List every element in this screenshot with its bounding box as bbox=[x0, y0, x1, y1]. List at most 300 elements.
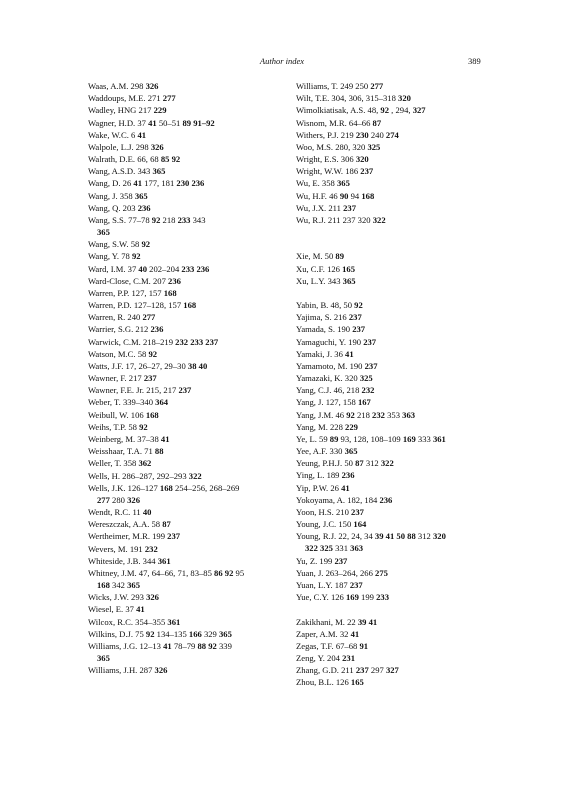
entry-page-refs bbox=[333, 580, 363, 590]
index-entry bbox=[88, 117, 294, 129]
entry-page-refs bbox=[333, 142, 380, 152]
page-ref-bold: 92 bbox=[139, 421, 148, 432]
entry-page-refs bbox=[332, 349, 354, 359]
page-ref-bold: 41 bbox=[133, 178, 142, 189]
index-entry bbox=[296, 165, 486, 177]
page-ref-bold: 326 bbox=[146, 592, 159, 603]
page-ref: 50 bbox=[344, 458, 353, 469]
index-entry bbox=[296, 445, 486, 457]
page-ref: 331 bbox=[335, 543, 348, 554]
index-entry bbox=[296, 263, 486, 275]
entry-page-refs bbox=[329, 93, 411, 103]
page-ref: , bbox=[391, 105, 394, 116]
index-entry bbox=[88, 555, 294, 567]
index-entry bbox=[88, 129, 294, 141]
page-ref: 306, bbox=[348, 93, 364, 104]
index-entry bbox=[296, 579, 486, 591]
page-ref-bold: 233 bbox=[177, 214, 191, 225]
author-name: Yip, P.W. bbox=[296, 482, 329, 493]
entry-page-refs bbox=[326, 215, 386, 225]
author-name: Yeung, P.H.J. bbox=[296, 458, 343, 469]
page-ref: 128, bbox=[353, 433, 369, 444]
index-entry bbox=[296, 628, 486, 640]
page-ref: 58 bbox=[128, 421, 137, 432]
page-ref-bold: 88 bbox=[154, 446, 164, 457]
page-ref-bold: 164 bbox=[353, 519, 367, 530]
index-entry bbox=[88, 238, 294, 250]
author-name: Wang, A.S.D. bbox=[88, 166, 136, 177]
page-ref: 37 bbox=[127, 263, 137, 274]
page-ref: 339–340 bbox=[122, 397, 154, 408]
page-ref: 37 bbox=[137, 117, 146, 128]
entry-page-refs bbox=[320, 178, 350, 188]
author-name: Yamaguchi, Y. bbox=[296, 336, 346, 347]
entry-continuation-line bbox=[88, 579, 294, 591]
page-ref: 189 bbox=[326, 470, 340, 481]
page-ref-bold: 325 bbox=[320, 543, 333, 554]
page-ref-bold: 92 bbox=[148, 348, 158, 359]
page-ref: 58 bbox=[130, 239, 140, 250]
page-ref: 344 bbox=[142, 555, 156, 566]
author-name: Wagner, H.D. bbox=[88, 117, 136, 128]
entry-page-refs bbox=[144, 385, 191, 395]
index-entry bbox=[296, 530, 486, 554]
page-ref: 126 bbox=[330, 592, 344, 603]
entry-page-refs bbox=[345, 617, 377, 627]
page-ref-bold: 236 bbox=[341, 470, 355, 481]
page-ref: 127–128, bbox=[133, 300, 167, 311]
page-ref: 187 bbox=[334, 580, 348, 590]
page-ref: 250 bbox=[355, 81, 369, 91]
page-ref: 312 bbox=[365, 458, 379, 469]
page-ref-bold: 322 bbox=[305, 543, 318, 554]
page-ref: 150 bbox=[338, 519, 352, 530]
page-ref-bold: 365 bbox=[97, 653, 110, 664]
page-ref-bold: 92 bbox=[346, 409, 355, 420]
author-name: Zakikhani, M. bbox=[296, 616, 345, 627]
page-ref-bold: 92 bbox=[151, 214, 161, 225]
index-entry bbox=[296, 640, 486, 652]
page-ref-bold: 237 bbox=[360, 166, 374, 177]
page-ref-bold: 40 bbox=[142, 507, 152, 518]
author-name: Wang, D. bbox=[88, 178, 121, 189]
page-ref: 95 bbox=[235, 567, 245, 578]
page-ref-bold: 361 bbox=[167, 616, 181, 627]
page-ref-bold: 363 bbox=[350, 543, 364, 554]
author-name: Withers, P.J. bbox=[296, 129, 339, 140]
page-ref: 37 bbox=[125, 604, 134, 615]
page-ref-bold: 237 bbox=[348, 312, 362, 323]
page-ref-bold: 327 bbox=[385, 665, 399, 676]
page-ref-bold: 92 bbox=[380, 105, 390, 116]
page-ref: 249 bbox=[340, 81, 354, 91]
author-name: Ward, I.M. bbox=[88, 263, 126, 274]
page-ref-bold: 89 bbox=[335, 251, 344, 262]
entry-page-refs bbox=[135, 166, 165, 176]
page-ref-bold: 326 bbox=[150, 141, 164, 152]
author-name: Yajima, S. bbox=[296, 312, 332, 323]
entry-page-refs bbox=[120, 203, 150, 213]
author-name: Yamaki, J. bbox=[296, 348, 333, 359]
page-ref-bold: 168 bbox=[159, 482, 173, 493]
entry-page-refs bbox=[135, 118, 215, 128]
entry-page-refs bbox=[324, 397, 371, 407]
index-entry bbox=[88, 250, 294, 262]
page-ref: 315–318 bbox=[365, 93, 396, 104]
page-ref: 50 bbox=[324, 251, 334, 262]
index-entry bbox=[88, 567, 294, 591]
page-ref-bold: 50 bbox=[396, 531, 406, 542]
page-ref: 333 bbox=[417, 433, 431, 444]
page-ref-bold: 233 bbox=[181, 263, 195, 274]
index-letter-gap bbox=[296, 287, 486, 299]
entry-page-refs bbox=[329, 592, 389, 602]
index-entry bbox=[88, 628, 294, 640]
index-entry bbox=[296, 80, 486, 92]
author-name: Yu, Z. bbox=[296, 555, 318, 566]
index-entry bbox=[296, 421, 486, 433]
author-name: Xie, M. bbox=[296, 251, 323, 262]
author-name: Waddoups, M.E. bbox=[88, 93, 146, 104]
page-ref: 58 bbox=[137, 348, 147, 359]
page-ref: 26 bbox=[330, 482, 339, 493]
page-ref: 219 bbox=[340, 129, 354, 140]
author-name: Zegas, T.F. bbox=[296, 640, 334, 651]
page-ref: 254–256, bbox=[174, 482, 208, 493]
page-ref-bold: 237 bbox=[364, 360, 378, 371]
author-name: Weinberg, M. bbox=[88, 433, 136, 444]
index-letter-gap bbox=[296, 226, 486, 238]
page-ref-bold: 362 bbox=[138, 458, 152, 469]
page-ref-bold: 41 bbox=[163, 640, 172, 651]
page-ref: 218–219 bbox=[142, 336, 174, 347]
page-ref: 184 bbox=[364, 494, 378, 505]
entry-page-refs bbox=[123, 361, 207, 371]
page-ref: 22 bbox=[347, 616, 356, 627]
page-ref: 199 bbox=[152, 531, 166, 542]
index-entry bbox=[88, 482, 294, 506]
page-ref: 36 bbox=[334, 348, 343, 359]
entry-page-refs bbox=[334, 507, 364, 517]
index-entry bbox=[88, 299, 294, 311]
page-ref-bold: 320 bbox=[355, 154, 369, 165]
entry-page-refs bbox=[135, 434, 169, 444]
entry-page-refs bbox=[365, 105, 425, 115]
entry-page-refs bbox=[120, 471, 202, 481]
entry-page-refs bbox=[133, 629, 232, 639]
index-entry bbox=[296, 518, 486, 530]
page-ref: 339 bbox=[219, 640, 232, 651]
page-ref: 75 bbox=[135, 628, 144, 639]
index-entry bbox=[88, 202, 294, 214]
page-ref-bold: 87 bbox=[162, 519, 171, 530]
page-ref-bold: 237 bbox=[355, 665, 369, 676]
page-ref: 22, bbox=[338, 531, 350, 542]
author-name: Yamamoto, M. bbox=[296, 360, 348, 371]
page-ref-bold: 168 bbox=[183, 300, 197, 311]
page-ref: 158 bbox=[342, 397, 356, 408]
page-ref-bold: 165 bbox=[342, 263, 356, 274]
page-ref: 210 bbox=[335, 506, 349, 517]
page-ref: 50–51 bbox=[158, 117, 181, 128]
author-name: Yuan, J. bbox=[296, 567, 324, 578]
entry-page-refs bbox=[125, 312, 155, 322]
page-ref: 126 bbox=[327, 263, 340, 274]
author-name: Wilt, T.E. bbox=[296, 93, 330, 104]
index-entry bbox=[296, 214, 486, 226]
page-ref: 46 bbox=[329, 190, 338, 201]
page-ref: 320 bbox=[357, 214, 371, 225]
page-ref-bold: 236 bbox=[168, 275, 181, 286]
author-name: Wertheimer, M.R. bbox=[88, 531, 150, 542]
page-ref: 203 bbox=[122, 202, 136, 213]
page-ref: 12–13 bbox=[139, 640, 161, 651]
entry-page-refs bbox=[150, 531, 180, 541]
entry-page-refs bbox=[130, 507, 151, 517]
page-ref: 215, bbox=[146, 385, 162, 396]
page-ref-bold: 322 bbox=[188, 470, 202, 481]
page-ref-bold: 39 bbox=[374, 531, 384, 542]
author-name: Wang, Y. bbox=[88, 251, 120, 262]
page-ref-bold: 92 bbox=[131, 251, 141, 262]
entry-continuation-line bbox=[88, 494, 294, 506]
author-name: Wadley, HNG bbox=[88, 105, 137, 116]
entry-page-refs bbox=[133, 324, 163, 334]
page-ref-bold: 229 bbox=[345, 421, 358, 432]
page-ref-bold: 233 bbox=[190, 336, 204, 347]
author-index-left-column bbox=[88, 80, 294, 676]
page-ref: 134–135 bbox=[156, 628, 187, 639]
page-ref-bold: 237 bbox=[352, 324, 366, 335]
index-entry bbox=[296, 202, 486, 214]
entry-continuation-line bbox=[88, 226, 294, 238]
index-entry bbox=[88, 664, 294, 676]
page-ref-bold: 41 bbox=[148, 117, 157, 128]
page-ref-bold: 165 bbox=[350, 677, 364, 688]
page-ref: 64–66 bbox=[348, 117, 371, 128]
page-ref: 330 bbox=[329, 446, 343, 457]
author-name: Warwick, C.M. bbox=[88, 336, 141, 347]
page-ref-bold: 89 bbox=[182, 117, 192, 128]
index-entry bbox=[296, 250, 486, 262]
page-ref-bold: 237 bbox=[205, 336, 219, 347]
author-name: Weller, T. bbox=[88, 458, 122, 469]
page-ref: 280 bbox=[112, 494, 125, 505]
page-ref: 298 bbox=[130, 81, 144, 91]
page-ref: 34 bbox=[364, 531, 373, 542]
page-ref: 26 bbox=[122, 178, 132, 189]
entry-continuation-line bbox=[88, 652, 294, 664]
entry-page-refs bbox=[333, 410, 415, 420]
author-name: Wilcox, R.C. bbox=[88, 616, 134, 627]
page-ref: 358 bbox=[321, 178, 335, 189]
page-ref-bold: 168 bbox=[97, 580, 110, 591]
entry-page-refs bbox=[347, 118, 381, 128]
entry-page-refs bbox=[323, 568, 387, 578]
author-name: Warren, P.D. bbox=[88, 300, 132, 311]
page-ref-bold: 365 bbox=[152, 166, 166, 177]
index-entry bbox=[88, 153, 294, 165]
entry-page-refs bbox=[120, 178, 204, 188]
page-ref-bold: 236 bbox=[137, 202, 151, 213]
index-entry bbox=[296, 469, 486, 481]
index-entry bbox=[296, 396, 486, 408]
page-ref-bold: 322 bbox=[380, 458, 394, 469]
page-ref-bold: 92 bbox=[141, 239, 151, 250]
page-ref-bold: 232 bbox=[144, 543, 158, 554]
entry-page-refs bbox=[149, 519, 171, 529]
entry-page-refs bbox=[127, 373, 157, 383]
page-ref: 353 bbox=[387, 409, 400, 420]
entry-page-refs bbox=[126, 264, 210, 274]
page-ref: 199 bbox=[319, 555, 333, 566]
page-ref: 78 bbox=[121, 251, 130, 262]
index-entry bbox=[88, 518, 294, 530]
page-ref-bold: 88 bbox=[407, 531, 416, 542]
author-name: Waas, A.M. bbox=[88, 81, 129, 91]
page-ref: 127, bbox=[131, 287, 147, 298]
index-entry bbox=[88, 372, 294, 384]
page-ref-bold: 168 bbox=[145, 409, 159, 420]
index-letter-gap bbox=[296, 238, 486, 250]
author-name: Williams, J.G. bbox=[88, 640, 138, 651]
page-ref: 304, bbox=[331, 93, 347, 104]
page-ref-bold: 41 bbox=[385, 531, 395, 542]
page-ref: 37–38 bbox=[137, 433, 159, 444]
author-name: Ward-Close, C.M. bbox=[88, 275, 151, 286]
author-name: Ying, L. bbox=[296, 470, 325, 481]
page-ref: 343 bbox=[192, 214, 206, 225]
running-header: Author index bbox=[259, 56, 305, 66]
entry-page-refs bbox=[339, 665, 399, 675]
index-entry bbox=[88, 591, 294, 603]
entry-page-refs bbox=[137, 641, 232, 651]
page-ref: 191 bbox=[129, 543, 143, 554]
page-ref-bold: 169 bbox=[346, 592, 359, 603]
page-ref-bold: 237 bbox=[143, 373, 157, 384]
page-ref: 343 bbox=[137, 166, 151, 177]
author-name: Yabin, B. bbox=[296, 300, 329, 311]
index-entry bbox=[88, 92, 294, 104]
page-ref: 292–293 bbox=[156, 470, 187, 481]
entry-page-refs bbox=[119, 251, 141, 261]
author-name: Wells, J.K. bbox=[88, 482, 126, 493]
page-ref: 228 bbox=[330, 421, 343, 432]
author-name: Wicks, J.W. bbox=[88, 592, 129, 603]
author-name: Watson, M.C. bbox=[88, 348, 136, 359]
page-ref: 218 bbox=[162, 214, 176, 225]
author-name: Yue, C.Y. bbox=[296, 592, 329, 603]
author-name: Wu, E. bbox=[296, 178, 320, 189]
author-name: Wang, S.S. bbox=[88, 214, 126, 225]
author-name: Wiesel, E. bbox=[88, 604, 124, 615]
page-ref: 94 bbox=[350, 190, 360, 201]
page-ref-bold: 92 bbox=[354, 300, 363, 311]
index-entry bbox=[296, 616, 486, 628]
page-ref-bold: 365 bbox=[127, 580, 140, 591]
index-entry bbox=[296, 190, 486, 202]
author-name: Young, R.J. bbox=[296, 531, 337, 542]
page-ref: 297 bbox=[370, 665, 384, 676]
page-ref-bold: 361 bbox=[157, 555, 171, 566]
index-entry bbox=[88, 603, 294, 615]
entry-page-refs bbox=[137, 665, 167, 675]
entry-page-refs bbox=[326, 203, 356, 213]
page-ref: 287 bbox=[139, 665, 153, 676]
page-ref: 17, bbox=[125, 360, 137, 371]
index-entry bbox=[296, 275, 486, 287]
index-entry bbox=[296, 141, 486, 153]
page-ref: 263–264, bbox=[325, 567, 358, 578]
page-ref-bold: 91–92 bbox=[193, 117, 215, 128]
entry-page-refs bbox=[317, 556, 347, 566]
index-entry bbox=[88, 287, 294, 299]
page-ref-bold: 39 bbox=[357, 616, 367, 627]
index-entry bbox=[88, 348, 294, 360]
entry-page-refs bbox=[123, 604, 145, 614]
page-ref-bold: 41 bbox=[160, 433, 170, 444]
page-ref-bold: 230 bbox=[355, 129, 369, 140]
entry-page-refs bbox=[323, 251, 345, 261]
entry-page-refs bbox=[129, 410, 159, 420]
page-ref: 108–109 bbox=[370, 433, 401, 444]
page-ref-bold: 232 bbox=[372, 409, 385, 420]
author-name: Wake, W.C. bbox=[88, 129, 129, 140]
page-ref: 157 bbox=[168, 300, 182, 311]
page-ref-bold: 237 bbox=[351, 506, 364, 517]
author-name: Wilkins, D.J. bbox=[88, 628, 134, 639]
page-ref: 298 bbox=[135, 141, 149, 152]
page-ref-bold: 361 bbox=[432, 433, 446, 444]
page-ref: 212 bbox=[135, 324, 149, 335]
author-name: Watts, J.F. bbox=[88, 360, 124, 371]
author-name: Ye, L. bbox=[296, 433, 317, 444]
index-entry bbox=[88, 640, 294, 664]
page-ref: 26–27, bbox=[138, 360, 163, 371]
author-name: Wang, J. bbox=[88, 190, 118, 201]
index-entry bbox=[88, 311, 294, 323]
index-entry bbox=[88, 445, 294, 457]
author-name: Whitney, J.M. bbox=[88, 567, 137, 578]
index-entry bbox=[296, 457, 486, 469]
page-ref: 211 bbox=[328, 202, 341, 213]
entry-page-refs bbox=[128, 544, 158, 554]
author-name: Yoon, H.S. bbox=[296, 506, 334, 517]
index-entry bbox=[88, 104, 294, 116]
author-name: Zeng, Y. bbox=[296, 653, 325, 664]
entry-page-refs bbox=[343, 373, 373, 383]
page-ref: 186 bbox=[345, 166, 359, 177]
page-ref-bold: 230 bbox=[176, 178, 190, 189]
index-entry bbox=[88, 433, 294, 445]
page-ref-bold: 365 bbox=[219, 628, 232, 639]
page-ref: 71 bbox=[144, 446, 153, 457]
author-name: Wu, J.X. bbox=[296, 202, 327, 213]
index-entry bbox=[296, 177, 486, 189]
entry-page-refs bbox=[332, 312, 362, 322]
index-entry bbox=[88, 421, 294, 433]
page-ref: 71, bbox=[177, 567, 189, 578]
page-ref: 211 bbox=[341, 665, 354, 676]
page-ref-bold: 41 bbox=[137, 129, 147, 140]
author-name: Wells, H. bbox=[88, 470, 121, 481]
page-ref: 177, bbox=[144, 178, 160, 189]
page-ref: 286–287, bbox=[122, 470, 155, 481]
index-entry bbox=[88, 470, 294, 482]
entry-page-refs bbox=[136, 349, 158, 359]
page-ref: 320 bbox=[344, 373, 358, 384]
entry-page-refs bbox=[343, 166, 373, 176]
